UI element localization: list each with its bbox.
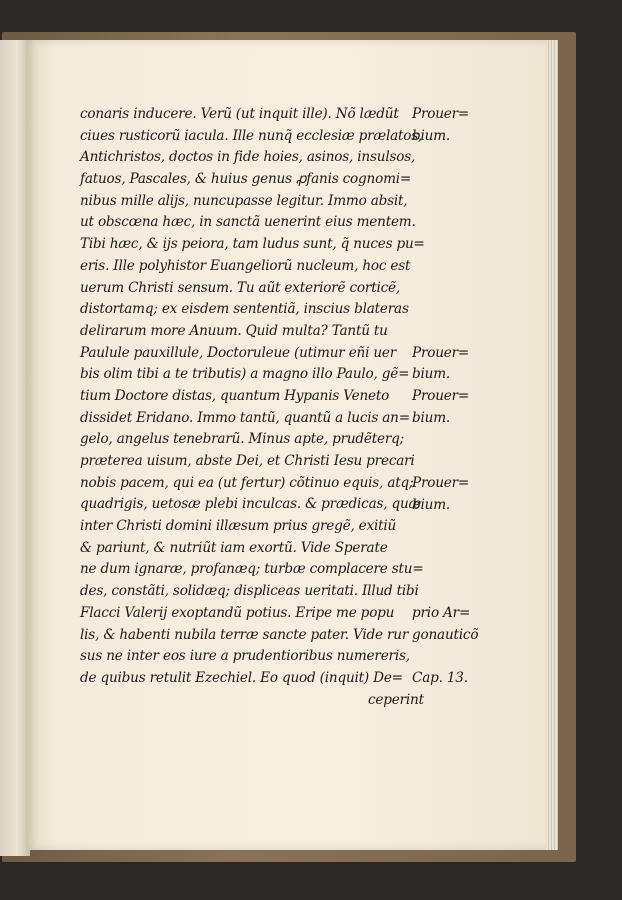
margin-note-line: Cap. 13.	[412, 670, 468, 687]
text-line: ciues rusticorũ iacula. Ille nunq̃ ecclesiæ prælatos,	[80, 127, 423, 144]
margin-note	[412, 473, 492, 516]
text-line: Flacci Valerij exoptandũ potius. Eripe me popu	[80, 604, 395, 621]
margin-note-line: bium.	[412, 496, 451, 513]
text-line: prætereа uisum, abste Dei, et Christi Iesu precari	[80, 453, 415, 469]
text-line: sus ne inter eos iure a prudentioribus numereris,	[80, 648, 410, 665]
text-line: de quibus retulit Ezechiel. Eo quod (inquit) De=	[80, 669, 403, 686]
margin-note-line: Prouer=	[412, 106, 470, 122]
text-line: conaris inducere. Verũ (ut inquit ille). Nõ lædũt	[80, 106, 399, 122]
main-text-block	[80, 104, 425, 711]
margin-note-line: bium.	[412, 127, 451, 144]
margin-note-line: bium.	[412, 409, 451, 426]
text-line: ne dum ignaræ, profanæq; turbæ complacere stu=	[80, 561, 424, 578]
text-line: uerum Christi sensum. Tu aũt exteriorẽ corticẽ,	[80, 279, 400, 296]
text-line: lis, & habenti nubila terræ sancte pater. Vide rur	[80, 626, 409, 643]
text-line: nobis pacem, qui ea (ut fertur) cõtinuo equis, atq;	[80, 474, 414, 491]
margin-note-line: Prouer=	[412, 474, 470, 491]
text-line: & pariunt, & nutriũt iam exortũ. Vide Sperate	[80, 539, 388, 556]
text-line: ut obscœna hæc, in sanctã uenerint eius mentem.	[80, 214, 416, 231]
margin-note-line: gonauticõ	[412, 626, 479, 643]
margin-note	[412, 386, 492, 429]
margin-note-line: prio Ar=	[412, 605, 471, 622]
text-line: quadrigis, uetosæ plebi inculcas. & prædicas, quæ	[80, 496, 422, 513]
text-line: fatuos, Pascales, & huius genus ꝓfanis cognomi=	[80, 171, 412, 188]
text-line: delirarum more Anuum. Quid multa? Tantũ tu	[80, 322, 388, 339]
text-line: des, constãti, solidæq; displiceas ueritati. Illud tibi	[80, 583, 419, 600]
margin-note-line: Prouer=	[412, 344, 470, 361]
text-line: gelo, angelus tenebrarũ. Minus apte, prudẽterq;	[80, 431, 405, 448]
catchword: ceperint	[368, 691, 424, 708]
margin-note	[412, 603, 492, 646]
text-line: Tibi hæc, & ijs peiora, tam ludus sunt, q̃ nuces pu=	[80, 236, 425, 253]
margin-note-line: Prouer=	[412, 388, 470, 405]
text-line: Antichristos, doctos in fide hoies, asinos, insulsos,	[80, 149, 416, 166]
text-line: dissidet Eridano. Immo tantũ, quantũ a lucis an=	[80, 409, 410, 426]
margin-note	[412, 343, 492, 386]
text-line: Paulule pauxillule, Doctoruleue (utimur eñi uer	[80, 344, 397, 361]
margin-note	[412, 104, 492, 147]
text-line: bis olim tibi a te tributis) a magno illo Paulo, gẽ=	[80, 366, 410, 383]
text-line: tium Doctore distas, quantum Hypanis Veneto	[80, 387, 390, 404]
margin-note	[412, 668, 492, 690]
text-line: inter Christi domini illæsum prius gregẽ, exitiũ	[80, 518, 397, 535]
text-line: eris. Ille polyhistor Euangeliorũ nucleum, hoc est	[80, 257, 411, 274]
margin-note-line: bium.	[412, 366, 451, 383]
text-line: distortamq; ex eisdem sententiã, inscius blateras	[80, 301, 409, 318]
text-line: nibus mille alijs, nuncupasse legitur. Immo absit,	[80, 192, 408, 209]
